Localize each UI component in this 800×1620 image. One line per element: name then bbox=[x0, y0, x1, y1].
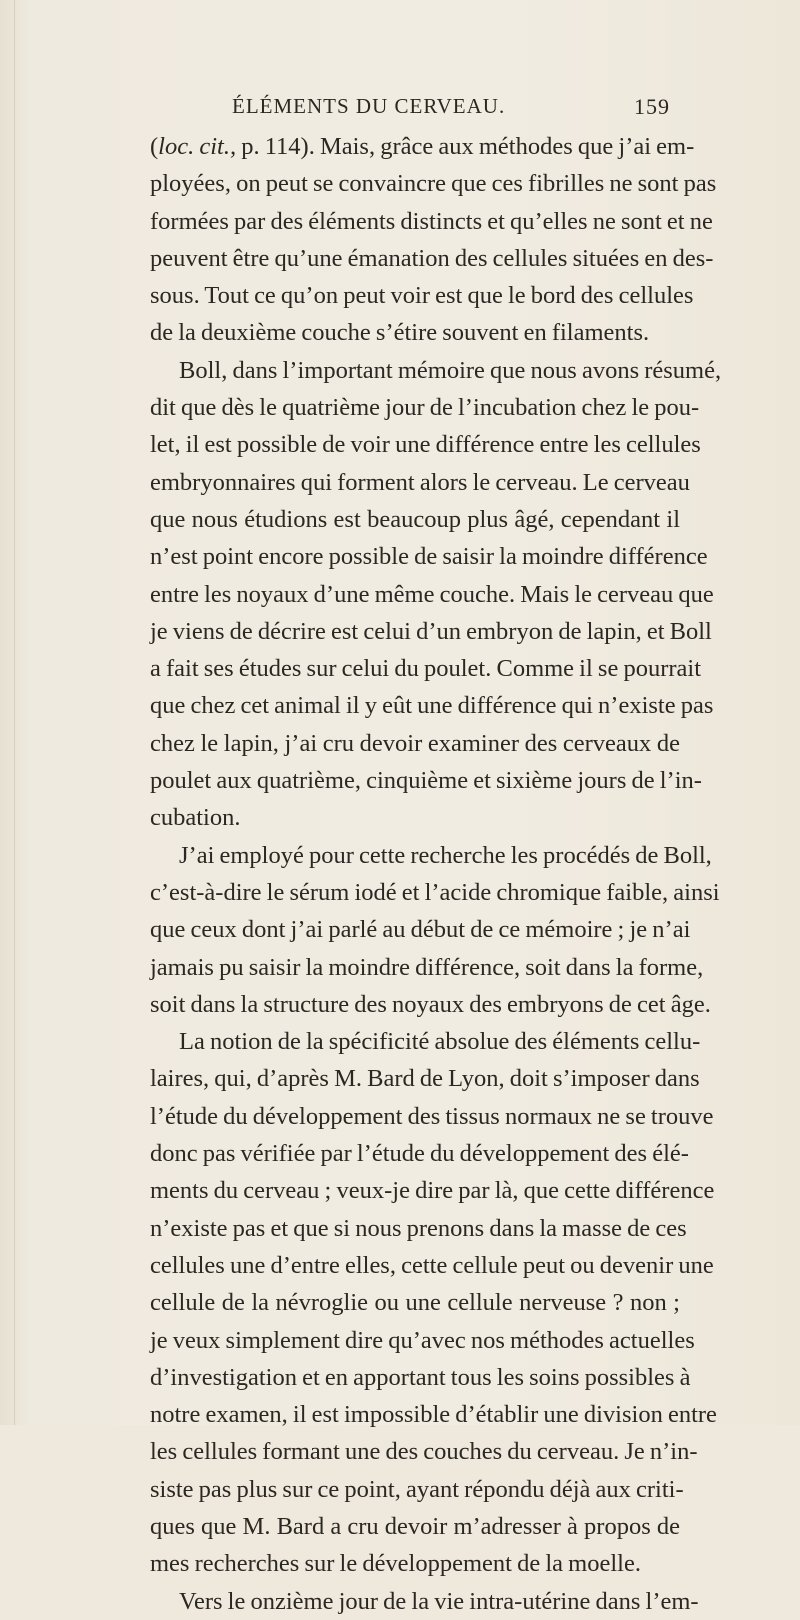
text-line: cubation. bbox=[150, 804, 241, 832]
text-line: jamais pu saisir la moindre différence, soit dans la forme, bbox=[150, 953, 704, 981]
text-line: mes recherches sur le développement de la moelle. bbox=[150, 1550, 641, 1578]
text-line: ques que M. Bard a cru devoir m’adresser à propos de bbox=[150, 1512, 680, 1540]
body-text bbox=[150, 128, 722, 1620]
text-line: let, il est possible de voir une différence entre les cellules bbox=[150, 431, 701, 459]
text-line: entre les noyaux d’une même couche. Mais le cerveau que bbox=[150, 580, 714, 608]
text-line: d’investigation et en apportant tous les soins possibles à bbox=[150, 1363, 691, 1391]
text-line: n’est point encore possible de saisir la moindre différence bbox=[150, 543, 708, 571]
text-line: Vers le onzième jour de la vie intra-utérine dans l’em- bbox=[179, 1587, 699, 1615]
text-line: je viens de décrire est celui d’un embryon de lapin, et Boll bbox=[150, 617, 712, 645]
text-line: Boll, dans l’important mémoire que nous avons résumé, bbox=[179, 356, 722, 384]
text-line: sous. Tout ce qu’on peut voir est que le bord des cellules bbox=[150, 282, 694, 310]
text-line: peuvent être qu’une émanation des cellules situées en des- bbox=[150, 244, 714, 272]
text-line: embryonnaires qui forment alors le cerveau. Le cerveau bbox=[150, 468, 690, 496]
text-line: c’est-à-dire le sérum iodé et l’acide chromique faible, ainsi bbox=[150, 878, 720, 906]
text-line: ments du cerveau ; veux-je dire par là, que cette différence bbox=[150, 1177, 715, 1205]
text-line: donc pas vérifiée par l’étude du développement des élé- bbox=[150, 1140, 689, 1168]
text-line: poulet aux quatrième, cinquième et sixième jours de l’in- bbox=[150, 767, 702, 795]
text-line: soit dans la structure des noyaux des embryons de cet âge. bbox=[150, 990, 711, 1018]
citation-italic: loc. cit., bbox=[158, 133, 237, 160]
text-line: les cellules formant une des couches du cerveau. Je n’in- bbox=[150, 1438, 698, 1466]
text-line: cellules une d’entre elles, cette cellule peut ou devenir une bbox=[150, 1251, 714, 1279]
page-gutter bbox=[14, 0, 15, 1425]
page-number: 159 bbox=[634, 94, 670, 119]
text-line: laires, qui, d’après M. Bard de Lyon, doit s’imposer dans bbox=[150, 1065, 700, 1093]
running-head: ÉLÉMENTS DU CERVEAU. bbox=[232, 94, 506, 118]
text-line: que ceux dont j’ai parlé au début de ce mémoire ; je n’ai bbox=[150, 916, 691, 944]
page-header bbox=[150, 94, 670, 124]
text-line: notre examen, il est impossible d’établir une division entre bbox=[150, 1401, 717, 1429]
text-line: siste pas plus sur ce point, ayant répondu déjà aux criti- bbox=[150, 1475, 684, 1503]
text-line: cellule de la névroglie ou une cellule nerveuse ? non ; bbox=[150, 1289, 680, 1317]
text-line: a fait ses études sur celui du poulet. Comme il se pourrait bbox=[150, 655, 702, 683]
text-line: (loc. cit., p. 114). Mais, grâce aux méthodes que j’ai em- bbox=[150, 133, 695, 160]
text-line: La notion de la spécificité absolue des éléments cellu- bbox=[179, 1028, 701, 1056]
text-line: n’existe pas et que si nous prenons dans la masse de ces bbox=[150, 1214, 687, 1242]
text-line: que nous étudions est beaucoup plus âgé, cependant il bbox=[150, 505, 680, 533]
text-line: chez le lapin, j’ai cru devoir examiner des cerveaux de bbox=[150, 729, 680, 757]
text-line: je veux simplement dire qu’avec nos méthodes actuelles bbox=[150, 1326, 695, 1354]
text-line: ployées, on peut se convaincre que ces fibrilles ne sont pas bbox=[150, 170, 717, 198]
text-line: J’ai employé pour cette recherche les procédés de Boll, bbox=[179, 841, 712, 869]
text-line: l’étude du développement des tissus normaux ne se trouve bbox=[150, 1102, 714, 1130]
text-line: que chez cet animal il y eût une différence qui n’existe pas bbox=[150, 692, 714, 720]
text-line: de la deuxième couche s’étire souvent en filaments. bbox=[150, 319, 650, 347]
text-line: dit que dès le quatrième jour de l’incubation chez le pou- bbox=[150, 394, 700, 422]
text-line: formées par des éléments distincts et qu’elles ne sont et ne bbox=[150, 207, 713, 235]
